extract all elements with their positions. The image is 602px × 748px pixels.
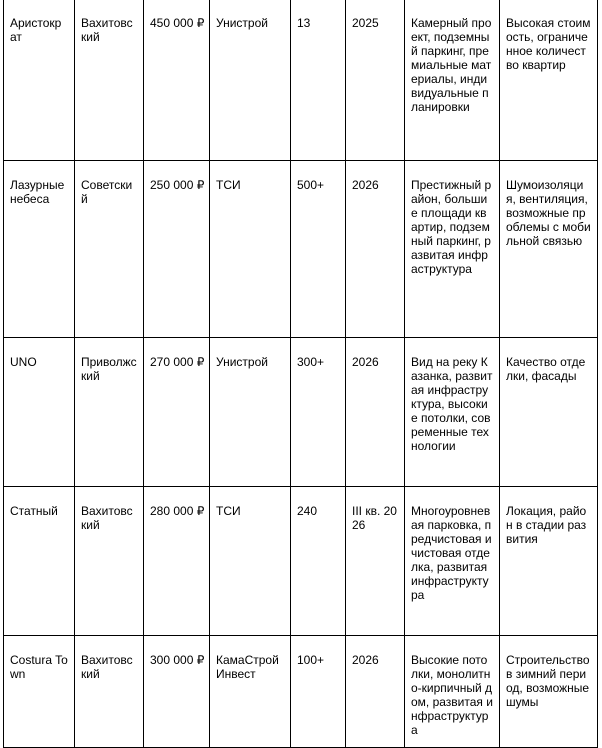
cell-floors: 100+ — [291, 636, 346, 748]
residential-complex-table — [3, 0, 598, 748]
cell-developer: КамаСтрой Инвест — [210, 636, 291, 748]
cell-floors: 13 — [291, 0, 346, 161]
cell-district: Вахитовский — [75, 0, 144, 161]
table-row — [4, 161, 598, 338]
cell-cons: Строительство в зимний период, возможные шумы — [500, 636, 598, 748]
cell-pros: Камерный проект, подземный паркинг, премиальные материалы, индивидуальные планировки — [405, 0, 500, 161]
cell-name: Costura Town — [4, 636, 75, 748]
cell-developer: ТСИ — [210, 487, 291, 636]
cell-district: Вахитовский — [75, 636, 144, 748]
cell-name: Аристократ — [4, 0, 75, 161]
cell-floors: 240 — [291, 487, 346, 636]
cell-cons: Качество отделки, фасады — [500, 338, 598, 487]
table-row — [4, 487, 598, 636]
cell-floors: 500+ — [291, 161, 346, 338]
cell-developer: Унистрой — [210, 338, 291, 487]
cell-price: 300 000 ₽ — [144, 636, 210, 748]
cell-name: Лазурные небеса — [4, 161, 75, 338]
cell-year: 2026 — [346, 338, 405, 487]
cell-pros: Вид на реку Казанка, развитая инфраструктура, высокие потолки, современные технологии — [405, 338, 500, 487]
cell-district: Вахитовский — [75, 487, 144, 636]
cell-year: 2026 — [346, 636, 405, 748]
table-row — [4, 338, 598, 487]
cell-cons: Локация, район в стадии развития — [500, 487, 598, 636]
cell-price: 280 000 ₽ — [144, 487, 210, 636]
cell-price: 450 000 ₽ — [144, 0, 210, 161]
cell-name: UNO — [4, 338, 75, 487]
cell-developer: Унистрой — [210, 0, 291, 161]
cell-cons: Шумоизоляция, вентиляция, возможные проблемы с мобильной связью — [500, 161, 598, 338]
cell-district: Приволжский — [75, 338, 144, 487]
cell-price: 270 000 ₽ — [144, 338, 210, 487]
cell-price: 250 000 ₽ — [144, 161, 210, 338]
cell-name: Статный — [4, 487, 75, 636]
cell-pros: Высокие потолки, монолитно-кирпичный дом, развитая инфраструктура — [405, 636, 500, 748]
cell-pros: Престижный район, большие площади квартир, подземный паркинг, развитая инфраструктура — [405, 161, 500, 338]
cell-year: III кв. 2026 — [346, 487, 405, 636]
cell-developer: ТСИ — [210, 161, 291, 338]
cell-year: 2026 — [346, 161, 405, 338]
cell-floors: 300+ — [291, 338, 346, 487]
table-row — [4, 636, 598, 748]
table-row — [4, 0, 598, 161]
cell-pros: Многоуровневая парковка, предчистовая и чистовая отделка, развитая инфраструктура — [405, 487, 500, 636]
cell-district: Советский — [75, 161, 144, 338]
cell-year: 2025 — [346, 0, 405, 161]
cell-cons: Высокая стоимость, ограниченное количество квартир — [500, 0, 598, 161]
